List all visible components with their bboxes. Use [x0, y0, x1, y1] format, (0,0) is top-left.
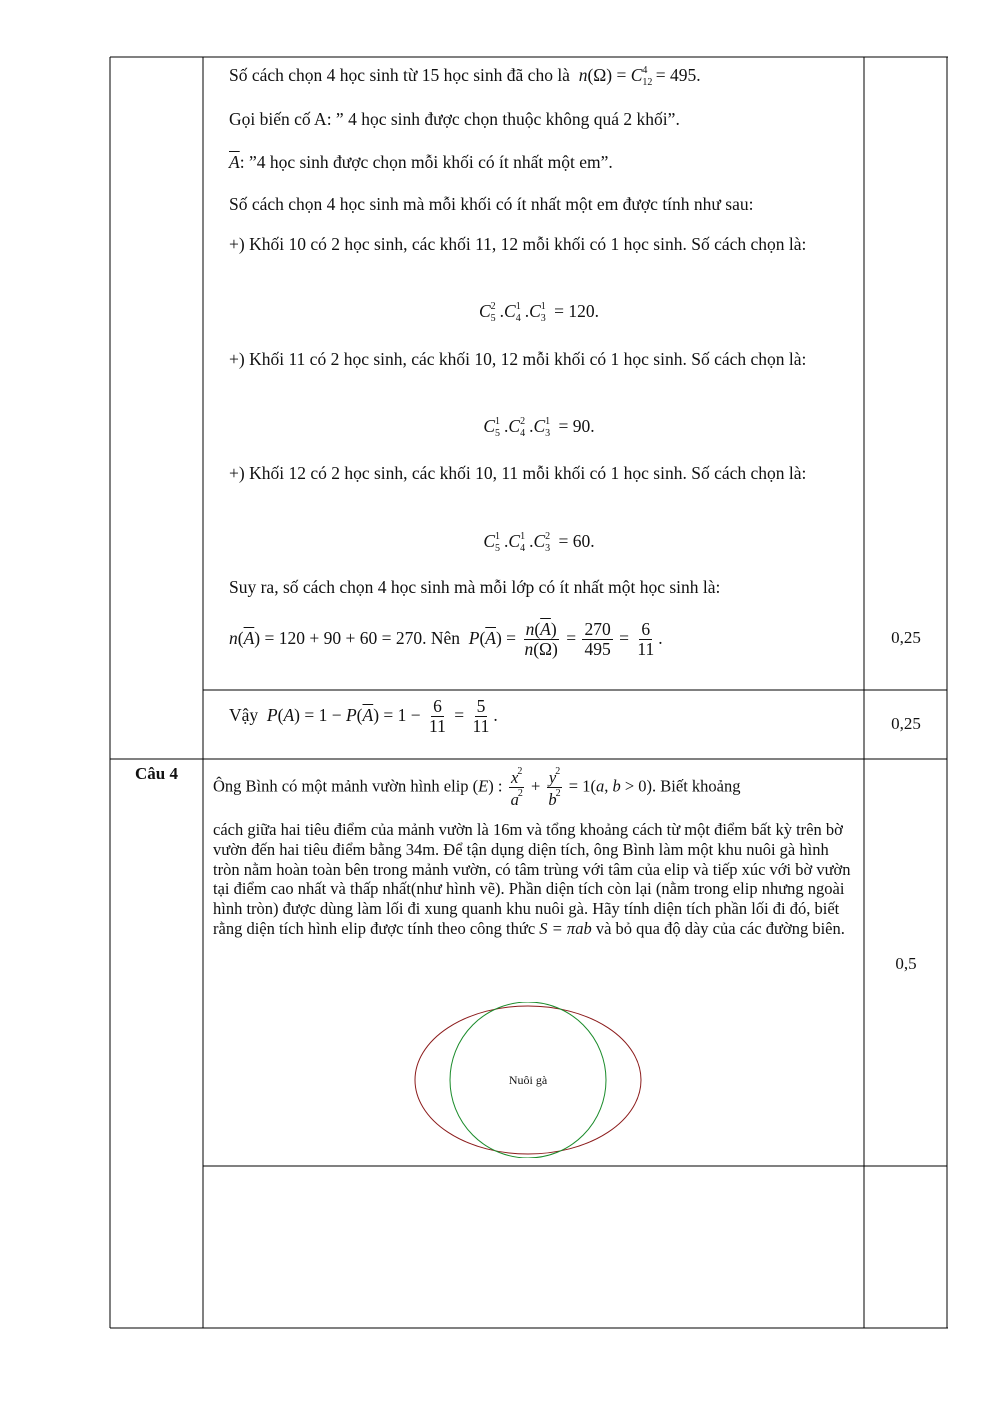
final-probability: Vậy $P(A) = 1 - P(\overline{A}) = 1$ − $\frac{6}{11}$ = $\frac{5}{11}$ . [229, 696, 498, 737]
counting-intro: Số cách chọn 4 học sinh mà mỗi khối có ít nhất một em được tính như sau: [229, 194, 754, 214]
count-total-line: Số cách chọn 4 học sinh từ 15 học sinh đã cho là n(Ω) = C 4 12 = 495. [229, 65, 701, 88]
case-3-text: +) Khối 12 có 2 học sinh, các khối 10, 11 mỗi khối có 1 học sinh. Số cách chọn là: [229, 463, 807, 483]
case-1-text: +) Khối 10 có 2 học sinh, các khối 11, 12 mỗi khối có 1 học sinh. Số cách chọn là: [229, 234, 807, 254]
event-complement-definition: $\overline{A}$: ”4 học sinh được chọn mỗi khối có ít nhất một em”. [229, 152, 613, 172]
case-2-text: +) Khối 11 có 2 học sinh, các khối 10, 12 mỗi khối có 1 học sinh. Số cách chọn là: [229, 349, 807, 369]
case-3-formula: C 1 5 .C 1 4 .C 2 3 = 60. [483, 531, 595, 554]
case-1-formula: C 2 5 .C 1 4 .C 1 3 = 120. [478, 301, 600, 324]
question-4-body: cách giữa hai tiêu điểm của mảnh vườn là 16m và tổng khoảng cách từ một điểm bất kỳ trên bờ vườn đến hai tiêu điểm bằng 34m. Để tận dụng diện tích, ông Bình làm một khu nuôi gà hình tròn nằm hoàn toàn bên trong mảnh vườn, có tâm trùng với tâm của elip và tiếp xúc với bờ vườn tại điểm cao nhất và thấp nhất(như hình vẽ). Phần diện tích còn lại (nằm trong elip nhưng ngoài hình tròn) được dùng làm lối đi xung quanh khu nuôi gà. Hãy tính diện tích phần lối đi đó, biết rằng diện tích hình elip được tính theo công thức S = πab và bỏ qua độ dày của các đường biên. [213, 820, 851, 938]
figure-label: Nuôi gà [508, 1073, 548, 1087]
case-2-formula: C 1 5 .C 2 4 .C 1 3 = 90. [483, 416, 595, 439]
event-a-definition: Gọi biến cố A: ” 4 học sinh được chọn thuộc không quá 2 khối”. [229, 109, 680, 129]
complement-probability: $n(\overline{A}) = 120 + 90 + 60 = 270$. Nên $P(\overline{A})$ = $\frac{n(\overline{A})}{n(\Omega)}$ = $\frac{270}{495}$ = $\frac{6}{11}$ . [229, 619, 663, 660]
score-row-2: 0,25 [891, 714, 921, 733]
score-row-3: 0,5 [895, 954, 917, 973]
summary-line: Suy ra, số cách chọn 4 học sinh mà mỗi lớp có ít nhất một học sinh là: [229, 577, 721, 597]
question-4-intro: Ông Bình có một mảnh vườn hình elip (E) : $\frac{x^2}{a^2}$ + $\frac{y^2}{b^2}$ = 1(a, b > 0). Biết khoảng [213, 766, 741, 810]
question-label: Câu 4 [135, 764, 178, 783]
score-row-1: 0,25 [891, 628, 921, 647]
